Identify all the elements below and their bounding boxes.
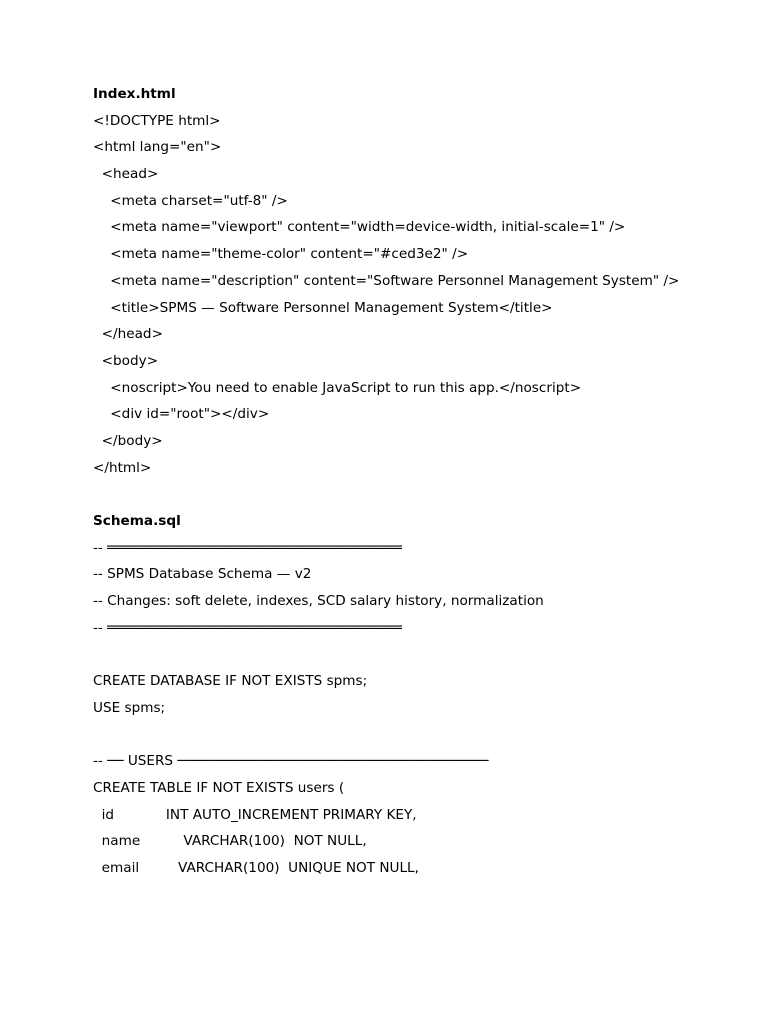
- blank-line: [93, 727, 693, 744]
- code-line: <meta name="theme-color" content="#ced3e2" />: [93, 246, 469, 263]
- blank-line: [93, 486, 693, 503]
- code-line: -- ── USERS ──────────────────────────────────────: [93, 753, 489, 770]
- code-line: </body>: [93, 432, 163, 449]
- code-line: <head>: [93, 166, 159, 183]
- code-line: <title>SPMS — Software Personnel Management System</title>: [93, 299, 553, 316]
- code-line: -- SPMS Database Schema — v2: [93, 566, 312, 583]
- section-heading-schema-sql: Schema.sql: [93, 513, 181, 529]
- code-line: email VARCHAR(100) UNIQUE NOT NULL,: [93, 859, 419, 876]
- document-page: [93, 86, 693, 887]
- code-line: <body>: [93, 352, 159, 369]
- code-line: CREATE DATABASE IF NOT EXISTS spms;: [93, 673, 368, 690]
- code-line: -- Changes: soft delete, indexes, SCD salary history, normalization: [93, 593, 544, 610]
- code-line: </html>: [93, 459, 152, 476]
- code-line: <div id="root"></div>: [93, 406, 270, 423]
- section-heading-index-html: Index.html: [93, 86, 176, 102]
- code-line: <!DOCTYPE html>: [93, 112, 221, 129]
- code-line: <meta charset="utf-8" />: [93, 192, 288, 209]
- code-line: name VARCHAR(100) NOT NULL,: [93, 833, 367, 850]
- code-line: -- ════════════════════════════════════: [93, 619, 402, 636]
- code-line: CREATE TABLE IF NOT EXISTS users (: [93, 779, 345, 796]
- code-line: <noscript>You need to enable JavaScript to run this app.</noscript>: [93, 379, 582, 396]
- blank-line: [93, 646, 693, 663]
- code-line: <html lang="en">: [93, 139, 222, 156]
- code-line: -- ════════════════════════════════════: [93, 539, 402, 556]
- code-line: <meta name="description" content="Software Personnel Management System" />: [93, 272, 680, 289]
- code-line: id INT AUTO_INCREMENT PRIMARY KEY,: [93, 806, 417, 823]
- code-line: <meta name="viewport" content="width=device-width, initial-scale=1" />: [93, 219, 626, 236]
- code-line: USE spms;: [93, 699, 166, 716]
- code-line: </head>: [93, 326, 163, 343]
